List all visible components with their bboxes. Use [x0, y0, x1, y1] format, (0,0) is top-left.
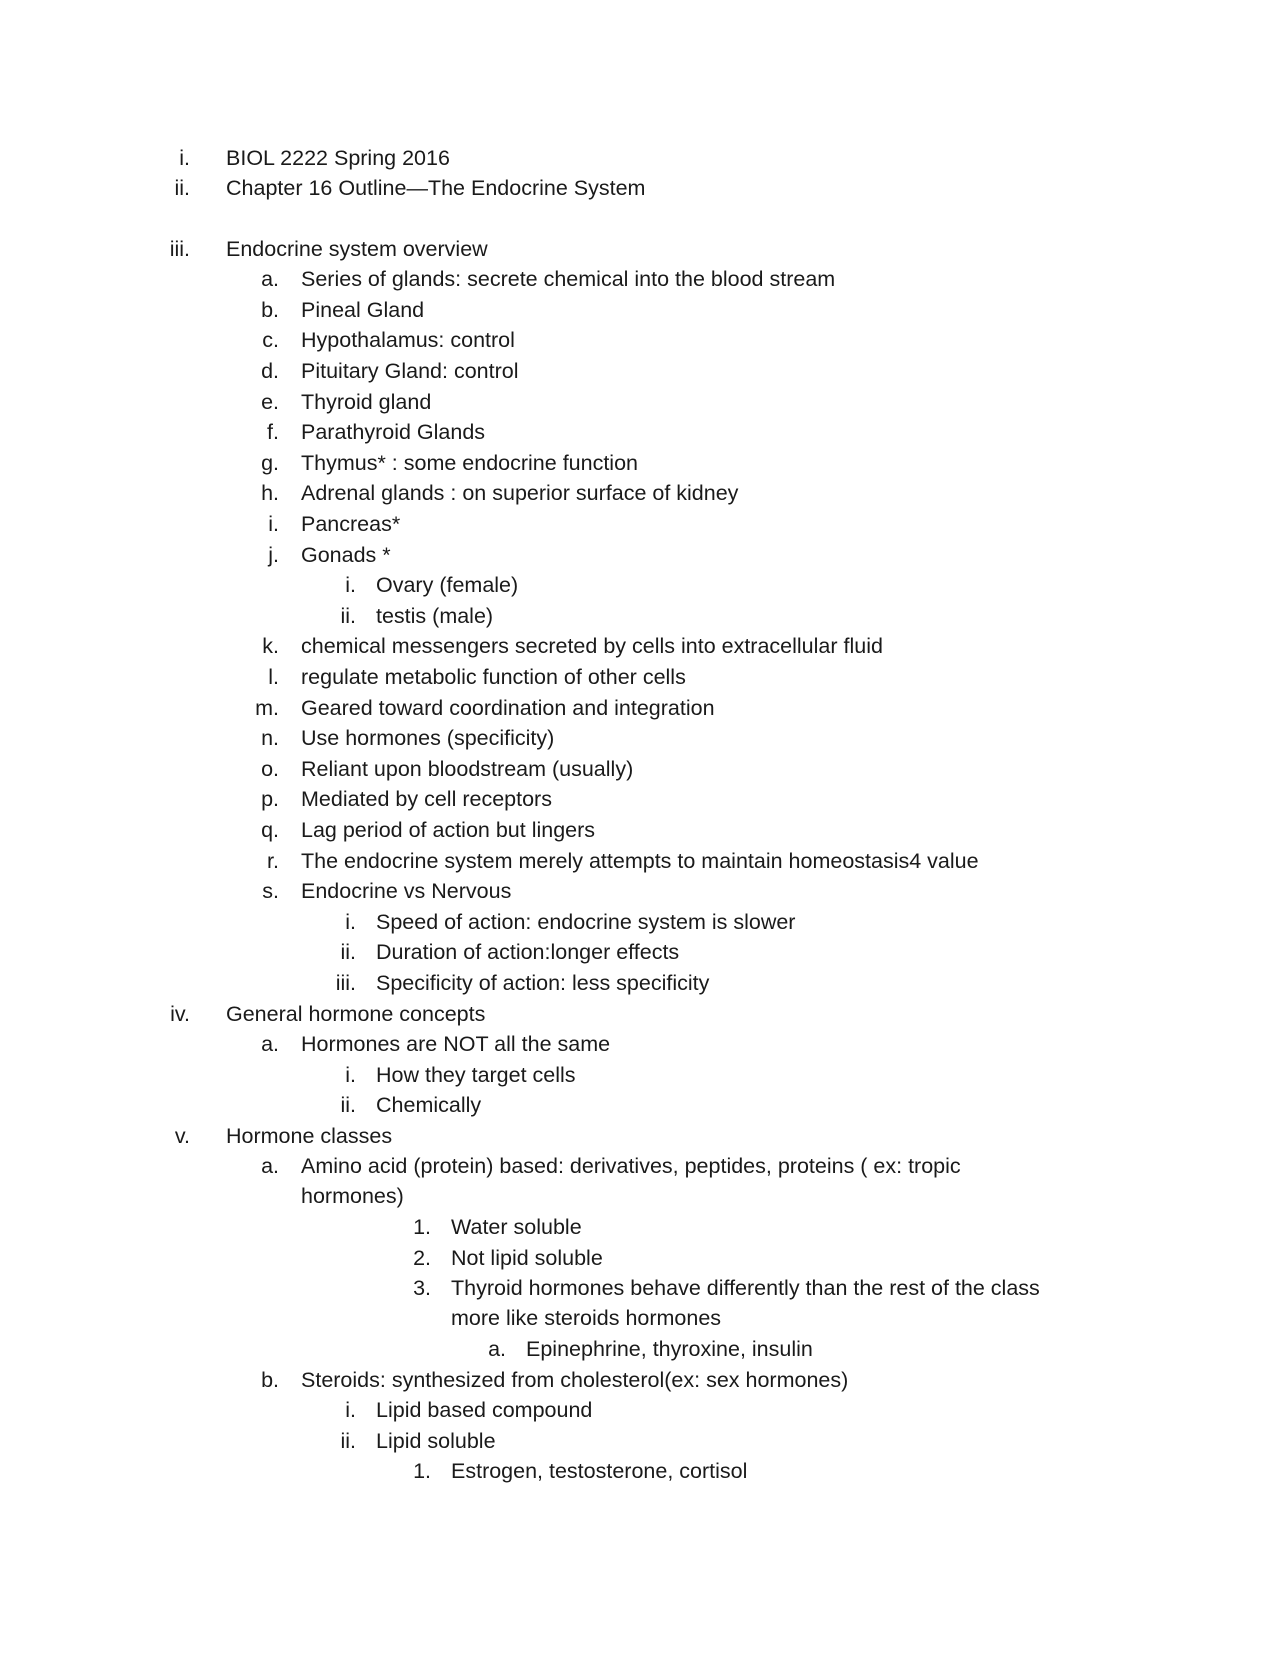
- outline-text: Specificity of action: less specificity: [376, 971, 710, 995]
- outline-item: [0, 846, 1280, 876]
- outline-text: Chemically: [376, 1093, 482, 1117]
- outline-item: [0, 1395, 1280, 1425]
- outline-item: [0, 723, 1280, 753]
- outline-text: Estrogen, testosterone, cortisol: [451, 1459, 748, 1483]
- outline-item: [0, 876, 1280, 906]
- outline-item: [0, 999, 1280, 1029]
- outline-item: [0, 448, 1280, 478]
- outline-item: [0, 937, 1280, 967]
- outline-text: Endocrine vs Nervous: [301, 879, 512, 903]
- outline-text: Ovary (female): [376, 573, 519, 597]
- outline-text: Thyroid gland: [301, 390, 432, 414]
- outline-marker: ii.: [340, 604, 356, 628]
- outline-marker: p.: [261, 787, 279, 811]
- outline-marker: ii.: [340, 940, 356, 964]
- outline-item: [0, 754, 1280, 784]
- outline-text: Thymus* : some endocrine function: [301, 451, 638, 475]
- outline-item: [0, 1029, 1280, 1059]
- outline-item: [0, 264, 1280, 294]
- outline-text: Not lipid soluble: [451, 1246, 603, 1270]
- outline-item: [0, 295, 1280, 325]
- outline-item: [0, 1365, 1280, 1395]
- outline-text: Geared toward coordination and integration: [301, 696, 715, 720]
- outline-marker: r.: [267, 849, 279, 873]
- outline-marker: iv.: [170, 1002, 190, 1026]
- outline-marker: i.: [345, 910, 356, 934]
- outline-text: hormones): [301, 1184, 404, 1208]
- outline-item: [0, 968, 1280, 998]
- outline-item: [0, 631, 1280, 661]
- outline-text: Chapter 16 Outline—The Endocrine System: [226, 176, 646, 200]
- outline-text: Pituitary Gland: control: [301, 359, 519, 383]
- outline-marker: b.: [261, 298, 279, 322]
- outline-item: [0, 1303, 1280, 1333]
- outline-text: Mediated by cell receptors: [301, 787, 552, 811]
- outline-text: Parathyroid Glands: [301, 420, 486, 444]
- outline-item: [0, 1212, 1280, 1242]
- outline-marker: i.: [345, 1398, 356, 1422]
- outline-text: more like steroids hormones: [451, 1306, 722, 1330]
- outline-item: [0, 1273, 1280, 1303]
- outline-marker: c.: [262, 328, 279, 352]
- outline-text: How they target cells: [376, 1063, 576, 1087]
- outline-item: [0, 815, 1280, 845]
- outline-text: Steroids: synthesized from cholesterol(ex: sex hormones): [301, 1368, 849, 1392]
- outline-item: [0, 173, 1280, 203]
- outline-item: [0, 1060, 1280, 1090]
- outline-marker: ii.: [340, 1429, 356, 1453]
- outline-text: chemical messengers secreted by cells into extracellular fluid: [301, 634, 883, 658]
- outline-item: [0, 907, 1280, 937]
- outline-marker: g.: [261, 451, 279, 475]
- outline-text: Amino acid (protein) based: derivatives, peptides, proteins ( ex: tropic: [301, 1154, 961, 1178]
- outline-marker: k.: [262, 634, 279, 658]
- outline-item: [0, 693, 1280, 723]
- outline-marker: i.: [179, 146, 190, 170]
- outline-item: [0, 540, 1280, 570]
- outline-item: [0, 1121, 1280, 1151]
- outline-marker: j.: [268, 543, 279, 567]
- outline-marker: 1.: [413, 1215, 431, 1239]
- outline-text: Reliant upon bloodstream (usually): [301, 757, 634, 781]
- outline-marker: 3.: [413, 1276, 431, 1300]
- outline-text: Lipid soluble: [376, 1429, 496, 1453]
- outline-item: [0, 143, 1280, 173]
- outline-item: [0, 1090, 1280, 1120]
- outline-text: Thyroid hormones behave differently than the rest of the class: [451, 1276, 1040, 1300]
- outline-item: [0, 570, 1280, 600]
- outline-text: Pancreas*: [301, 512, 401, 536]
- outline-marker: l.: [268, 665, 279, 689]
- outline-marker: f.: [267, 420, 279, 444]
- outline-marker: q.: [261, 818, 279, 842]
- outline-item: [0, 387, 1280, 417]
- outline-item: [0, 601, 1280, 631]
- outline-item: [0, 234, 1280, 264]
- outline-marker: ii.: [340, 1093, 356, 1117]
- outline-marker: h.: [261, 481, 279, 505]
- outline-marker: i.: [345, 573, 356, 597]
- outline-text: testis (male): [376, 604, 494, 628]
- outline-marker: o.: [261, 757, 279, 781]
- outline-marker: iii.: [169, 237, 190, 261]
- outline-item: [0, 1334, 1280, 1364]
- outline-marker: 2.: [413, 1246, 431, 1270]
- outline-item: [0, 1426, 1280, 1456]
- outline-item: [0, 356, 1280, 386]
- outline-text: Duration of action:longer effects: [376, 940, 680, 964]
- outline-marker: v.: [174, 1124, 190, 1148]
- outline-text: Endocrine system overview: [226, 237, 488, 261]
- outline-marker: s.: [262, 879, 279, 903]
- outline-item: [0, 662, 1280, 692]
- outline-text: regulate metabolic function of other cells: [301, 665, 686, 689]
- outline-marker: i.: [268, 512, 279, 536]
- outline-marker: a.: [261, 267, 279, 291]
- outline-item: [0, 1151, 1280, 1181]
- outline-item: [0, 1243, 1280, 1273]
- outline-marker: n.: [261, 726, 279, 750]
- outline-marker: a.: [261, 1154, 279, 1178]
- outline-text: BIOL 2222 Spring 2016: [226, 146, 450, 170]
- outline-item: [0, 1456, 1280, 1486]
- outline-item: [0, 784, 1280, 814]
- outline-text: Hormones are NOT all the same: [301, 1032, 611, 1056]
- outline-text: Adrenal glands : on superior surface of kidney: [301, 481, 739, 505]
- outline-marker: 1.: [413, 1459, 431, 1483]
- outline-marker: d.: [261, 359, 279, 383]
- outline-text: Hypothalamus: control: [301, 328, 515, 352]
- outline-item: [0, 1181, 1280, 1211]
- outline-text: Lipid based compound: [376, 1398, 593, 1422]
- outline-text: Water soluble: [451, 1215, 582, 1239]
- outline-text: Epinephrine, thyroxine, insulin: [526, 1337, 813, 1361]
- outline-marker: e.: [261, 390, 279, 414]
- outline-marker: b.: [261, 1368, 279, 1392]
- outline-text: General hormone concepts: [226, 1002, 486, 1026]
- outline-marker: a.: [261, 1032, 279, 1056]
- outline-item: [0, 417, 1280, 447]
- outline-text: Pineal Gland: [301, 298, 425, 322]
- outline-text: Gonads *: [301, 543, 391, 567]
- outline-text: Hormone classes: [226, 1124, 393, 1148]
- outline-text: Series of glands: secrete chemical into the blood stream: [301, 267, 836, 291]
- outline-marker: iii.: [335, 971, 356, 995]
- outline-text: Use hormones (specificity): [301, 726, 555, 750]
- outline-text: Lag period of action but lingers: [301, 818, 596, 842]
- outline-marker: ii.: [174, 176, 190, 200]
- outline-item: [0, 509, 1280, 539]
- outline-text: Speed of action: endocrine system is slower: [376, 910, 796, 934]
- outline-item: [0, 478, 1280, 508]
- outline-marker: i.: [345, 1063, 356, 1087]
- outline-text: The endocrine system merely attempts to maintain homeostasis4 value: [301, 849, 979, 873]
- outline-marker: a.: [488, 1337, 506, 1361]
- outline-marker: m.: [255, 696, 279, 720]
- outline-item: [0, 325, 1280, 355]
